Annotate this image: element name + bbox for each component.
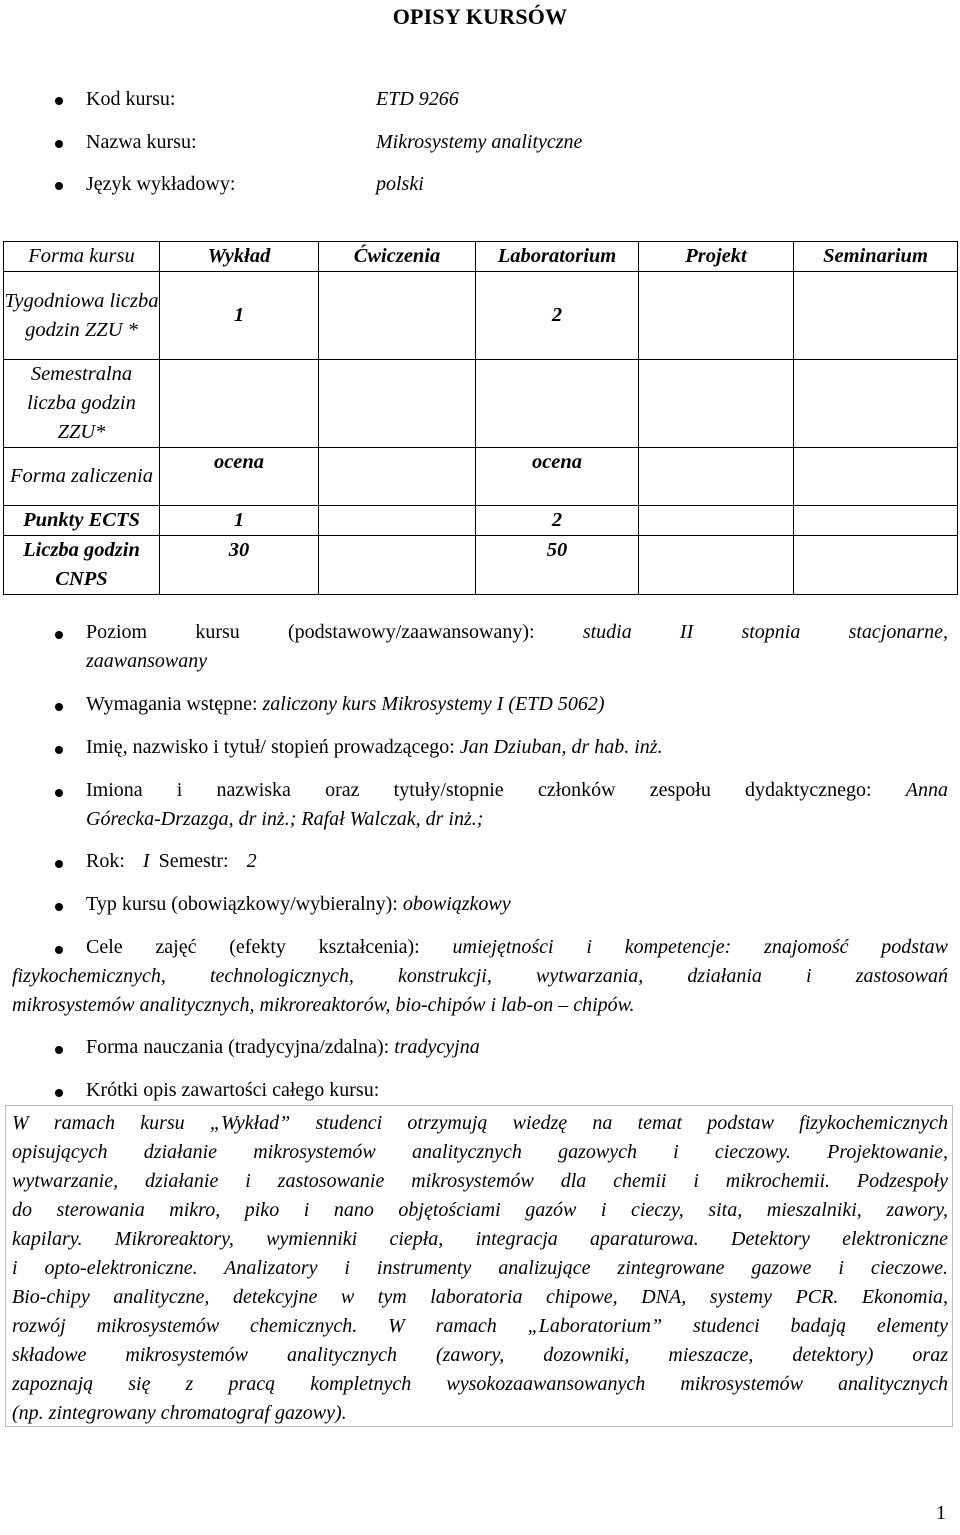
table-cell [794,506,958,536]
row-label: Forma zaliczenia [4,448,160,506]
description-line: składowe mikrosystemów analitycznych (zawory, dozowniki, mieszacze, detektory) oraz [12,1344,948,1366]
table-cell: 50 [476,536,639,595]
lecturer-value: Jan Dziuban, dr hab. inż. [459,736,663,758]
bullet [55,860,63,868]
description-line: do sterowania mikro, piko i nano objętościami gazów i cieczy, sita, mieszalniki, zawory, [12,1199,948,1221]
team-line [86,779,948,802]
year-label: Rok: [86,850,125,872]
bullet [55,703,63,711]
teaching-form-line [86,1036,480,1059]
description-line: wytwarzanie, działanie i zastosowanie mikrosystemów dla chemii i mikrochemii. Podzespoły [12,1170,948,1192]
year-value: I [142,850,150,872]
teaching-form-label: Forma nauczania (tradycyjna/zdalna): [86,1036,390,1058]
table-cell: 1 [160,506,319,536]
goals-label: Cele zajęć (efekty kształcenia): [86,936,420,958]
table-header-cell: Forma kursu [4,242,160,272]
table-header-cell: Projekt [639,242,794,272]
table-cell [319,448,476,506]
table-cell [160,360,319,448]
table-cell [476,360,639,448]
requirements-label: Wymagania wstępne: [86,693,258,715]
lecturer-label: Imię, nazwisko i tytuł/ stopień prowadzącego: [86,736,455,758]
teaching-form-value: tradycyjna [394,1036,480,1058]
table-row [4,536,958,595]
table-cell: ocena [476,448,639,506]
bullet [55,97,63,105]
level-label: Poziom kursu (podstawowy/zaawansowany): [86,621,535,643]
table-cell: 1 [160,272,319,360]
table-cell: ocena [160,448,319,506]
row-label: Punkty ECTS [4,506,160,536]
table-cell [639,272,794,360]
table-cell: 2 [476,272,639,360]
table-row [4,448,958,506]
description-line: zapoznają się z pracą kompletnych wysokozaawansowanych mikrosystemów analitycznych [12,1373,948,1395]
table-cell [639,536,794,595]
language-value: polski [376,173,424,195]
row-label: Tygodniowa liczba godzin ZZU * [4,272,160,360]
page-number: 1 [936,1502,946,1524]
description-label: Krótki opis zawartości całego kursu: [86,1079,380,1101]
goals-value-cont: mikrosystemów analitycznych, mikroreaktorów, bio-chipów i lab-on – chipów. [12,994,635,1016]
bullet [55,789,63,797]
table-row [4,272,958,360]
description-line: (np. zintegrowany chromatograf gazowy). [12,1402,347,1424]
semester-value: 2 [246,850,257,872]
table-cell: 30 [160,536,319,595]
description-line: kapilary. Mikroreaktory, wymienniki ciepła, integracja aparaturowa. Detektory elektroniczne [12,1228,948,1250]
row-label: Semestralna liczba godzin ZZU* [4,360,160,448]
table-cell [319,272,476,360]
description-line: i opto-elektroniczne. Analizatory i instrumenty analizujące zintegrowane gazowe i cieczowe. [12,1257,948,1279]
table-header-cell: Ćwiczenia [319,242,476,272]
level-value-cont: zaawansowany [86,650,208,672]
row-label: Liczba godzin CNPS [4,536,160,595]
team-value: Anna [905,779,949,801]
table-cell [319,506,476,536]
team-label: Imiona i nazwiska oraz tytuły/stopnie członków zespołu dydaktycznego: [86,779,872,801]
bullet [55,182,63,190]
table-row [4,360,958,448]
description-line: opisujących działanie mikrosystemów analitycznych gazowych i cieczowy. Projektowanie, [12,1141,948,1163]
course-code-value: ETD 9266 [376,88,459,110]
semester-label: Semestr: [158,850,229,872]
team-value-cont: Górecka-Drzazga, dr inż.; Rafał Walczak, dr inż.; [86,808,484,830]
level-line [86,621,948,644]
table-cell [639,360,794,448]
description-text [12,1109,948,1428]
table-cell [639,448,794,506]
table-row [4,506,958,536]
year-semester-line [86,850,257,873]
goals-line [86,936,948,959]
course-name-label: Nazwa kursu: [86,131,197,153]
table-header-row [4,242,958,272]
table-cell: 2 [476,506,639,536]
course-name-value: Mikrosystemy analityczne [376,131,583,153]
table-cell [639,506,794,536]
bullet [55,631,63,639]
goals-value: umiejętności i kompetencje: znajomość podstaw [452,936,948,958]
page-title: OPISY KURSÓW [392,4,568,29]
language-label: Język wykładowy: [86,173,236,195]
bullet [55,946,63,954]
requirements-line [86,693,605,716]
table-cell [794,360,958,448]
table-cell [794,536,958,595]
bullet [55,1046,63,1054]
table-cell [319,360,476,448]
type-value: obowiązkowy [402,893,511,915]
bullet [55,903,63,911]
table-header-cell: Wykład [160,242,319,272]
lecturer-line [86,736,663,759]
course-form-table [3,241,958,595]
bullet [55,1089,63,1097]
description-line: rozwój mikrosystemów chemicznych. W ramach „Laboratorium” studenci badają elementy [12,1315,948,1337]
course-code-label: Kod kursu: [86,88,176,110]
table-cell [319,536,476,595]
type-line [86,893,511,916]
goals-value-cont: fizykochemicznych, technologicznych, konstrukcji, wytwarzania, działania i zastosowań [12,965,948,987]
requirements-value: zaliczony kurs Mikrosystemy I (ETD 5062) [262,693,605,715]
bullet [55,140,63,148]
level-value: studia II stopnia stacjonarne, [582,621,949,643]
bullet [55,746,63,754]
table-header-cell: Laboratorium [476,242,639,272]
table-cell [794,448,958,506]
type-label: Typ kursu (obowiązkowy/wybieralny): [86,893,398,915]
table-header-cell: Seminarium [794,242,958,272]
description-line: W ramach kursu „Wykład” studenci otrzymują wiedzę na temat podstaw fizykochemicznych [12,1112,948,1134]
description-line: Bio-chipy analityczne, detekcyjne w tym laboratoria chipowe, DNA, systemy PCR. Ekonomia, [12,1286,948,1308]
table-cell [794,272,958,360]
